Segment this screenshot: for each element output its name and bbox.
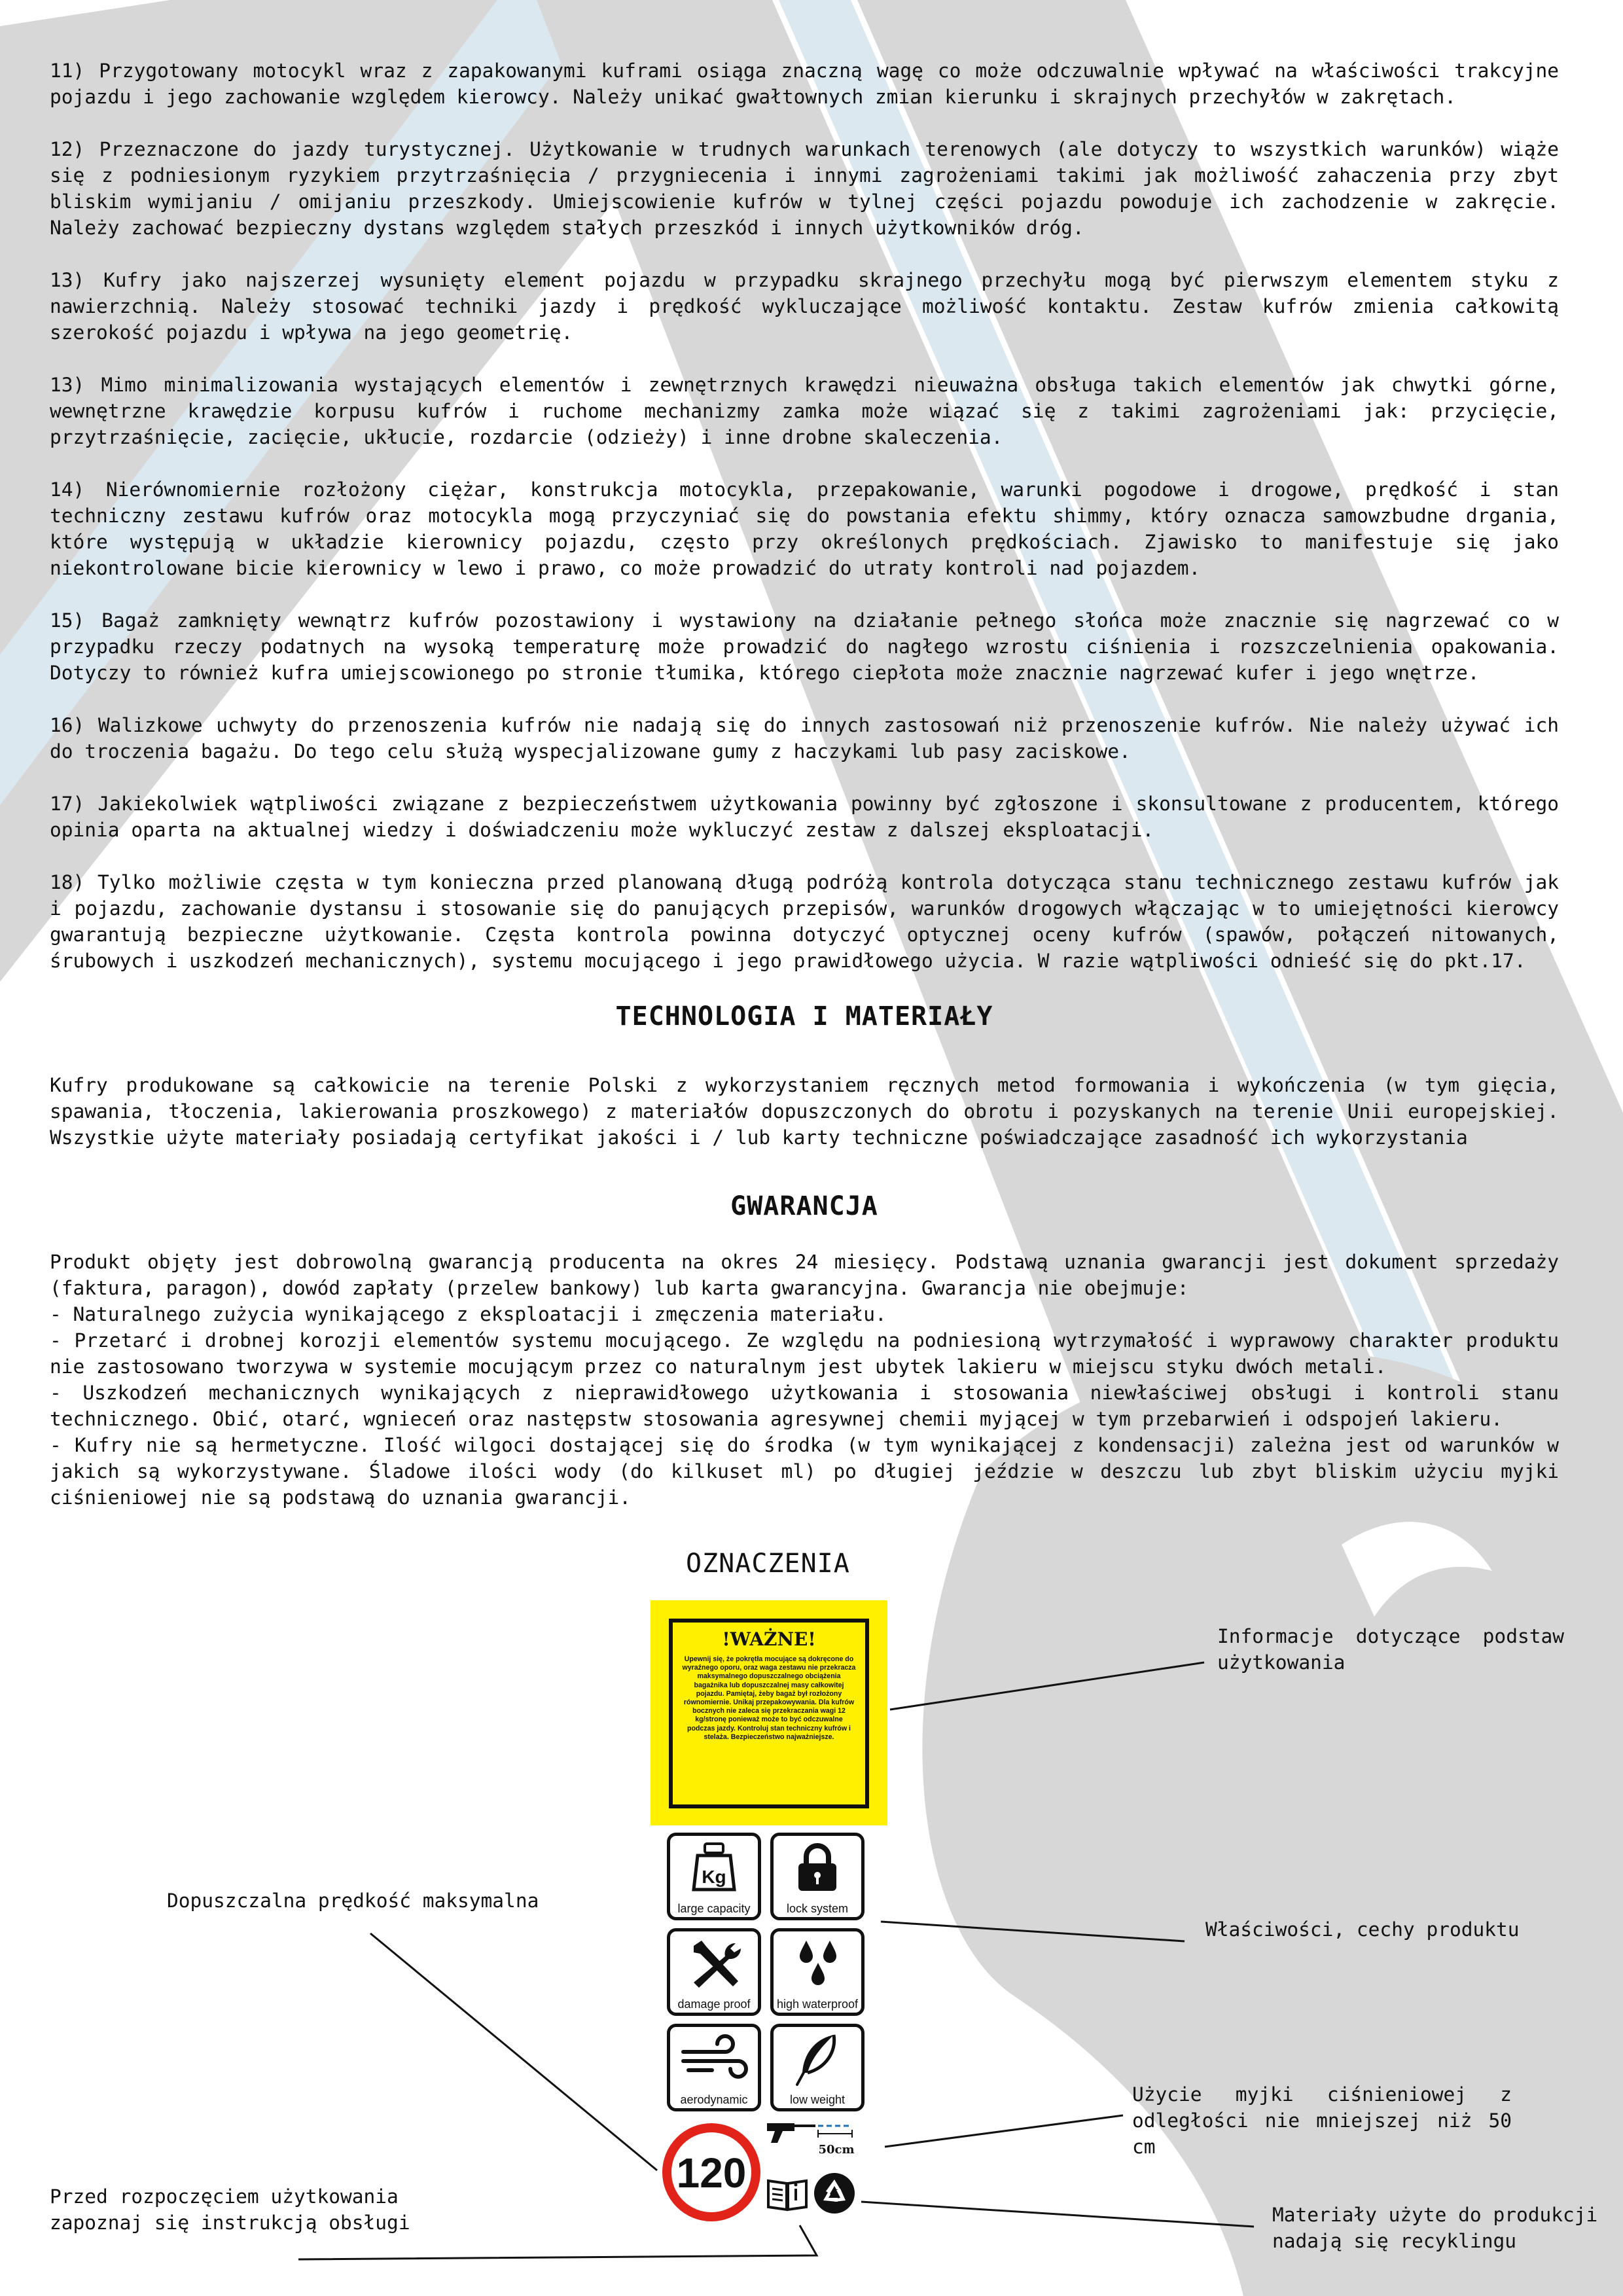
label-washer: Użycie myjki ciśnieniowej z odległości nie mniejszej niż 50 cm	[1132, 2083, 1512, 2158]
warranty-item: - Uszkodzeń mechanicznych wynikających z nieprawidłowego użytkowania i stosowania niewłaściwej obsługi i kontroli stanu technicznego. Obić, otarć, wgnieceń oraz następstw stosowania agresywnej chemii myjącej w tym przebarwień i odspojeń lakieru.	[50, 1382, 1559, 1430]
recycle-icon	[813, 2172, 856, 2215]
paragraph: 18) Tylko możliwie częsta w tym konieczna przed planowaną długą podróżą kontrola dotycząca stanu technicznego zestawu kufrów jak i pojazdu, zachowanie dystansu i stosowanie się do panujących przepisów, warunków drogowych włączając w to umiejętności kierowcy gwarantują bezpieczne użytkowanie. Częsta kontrola powinna dotyczyć optycznej oceny kufrów (spawów, połączeń nitowanych, śrubowych i uszkodzeń mechanicznych), systemu mocującego i jego prawidłowego użycia. W razie wątpliwości odnieść się do pkt.17.	[50, 871, 1559, 972]
important-sign-frame	[669, 1619, 869, 1808]
pressure-washer-icon	[763, 2117, 861, 2162]
water-drops-icon	[774, 1934, 861, 1993]
paragraph: 13) Kufry jako najszerzej wysunięty element pojazdu w przypadku skrajnego przechyłu mogą być pierwszym elementem styku z nawierzchnią. Należy stosować techniki jazdy i prędkość wykluczające możliwość kontaktu. Zestaw kufrów zmienia całkowitą szerokość pojazdu i wpływa na jego geometrię.	[50, 269, 1559, 344]
icon-caption: high waterproof	[776, 1998, 859, 2011]
icon-caption: aerodynamic	[680, 2093, 748, 2106]
lock-icon	[774, 1839, 861, 1897]
weight-kg-glyph: Kg	[702, 1867, 726, 1887]
warranty-item: - Naturalnego zużycia wynikającego z eksploatacji i zmęczenia materiału.	[50, 1303, 887, 1325]
washer-distance-label: 50cm	[818, 2143, 855, 2157]
speed-limit-sign	[662, 2123, 760, 2221]
label-features: Właściwości, cechy produktu	[1205, 1918, 1520, 1941]
label-recycle: Materiały użyte do produkcji nadają się recyklingu	[1272, 2204, 1598, 2252]
important-sign-title: !WAŻNE!	[722, 1628, 816, 1650]
label-manual: Przed rozpoczęciem użytkowania zapoznaj się instrukcją obsługi	[50, 2185, 410, 2234]
warranty-intro: Produkt objęty jest dobrowolną gwarancją producenta na okres 24 miesięcy. Podstawą uznania gwarancji jest dokument sprzedaży (faktura, paragon), dowód zapłaty (przelew bankowy) lub karta gwarancyjna. Gwarancja nie obejmuje:	[50, 1251, 1559, 1299]
paragraph: 17) Jakiekolwiek wątpliwości związane z bezpieczeństwem użytkowania powinny być zgłoszone i skonsultowane z producentem, którego opinia oparta na aktualnej wiedzy i doświadczeniu może wykluczyć zestaw z dalszej eksploatacji.	[50, 793, 1559, 841]
warranty-section	[50, 1249, 1559, 1511]
paragraph: 16) Walizkowe uchwyty do przenoszenia kufrów nie nadają się do innych zastosowań niż przenoszenie kufrów. Nie należy używać ich do troczenia bagażu. Do tego celu służą wyspecjalizowane gumy z haczykami lub pasy zaciskowe.	[50, 714, 1559, 762]
safety-paragraphs	[50, 58, 1559, 974]
main-content	[50, 58, 1559, 1511]
paragraph: 11) Przygotowany motocykl wraz z zapakowanymi kuframi osiąga znaczną wagę co może odczuwalnie wpływać na właściwości trakcyjne pojazdu i jego zachowanie względem kierowcy. Należy unikać gwałtownych zmian kierunku i skrajnych przechyłów w zakrętach.	[50, 60, 1559, 108]
paragraph: 15) Bagaż zamknięty wewnątrz kufrów pozostawiony i wystawiony na działanie pełnego słońca może znacznie się nagrzewać co w przypadku rzeczy podatnych na wysoką temperaturę może prowadzić do nagłego wzrostu ciśnienia i rozszczelnienia opakowania. Dotyczy to również kufra umiejscowionego po stronie tłumika, którego ciepłota może znacznie nagrzewać kufer i jego wnętrze.	[50, 609, 1559, 684]
icon-tile-high-waterproof	[770, 1928, 865, 2016]
tools-icon	[670, 1934, 758, 1993]
label-info: Informacje dotyczące podstaw użytkowania	[1217, 1625, 1564, 1674]
markings-title: OZNACZENIA	[686, 1549, 850, 1579]
paragraph: 13) Mimo minimalizowania wystających elementów i zewnętrznych krawędzi nieuważna obsługa takich elementów jak chwytki górne, wewnętrzne krawędzie korpusu kufrów i ruchome mechanizmy zamka może wiązać się z takimi zagrożeniami jak: przycięcie, przytrzaśnięcie, zacięcie, ukłucie, rozdarcie (odzieży) i inne drobne skaleczenia.	[50, 374, 1559, 448]
warranty-title: GWARANCJA	[730, 1191, 878, 1221]
paragraph: 14) Nierównomiernie rozłożony ciężar, konstrukcja motocykla, przepakowanie, warunki pogodowe i drogowe, prędkość i stan techniczny zestawu kufrów oraz motocykla mogą przyczyniać się do powstania efektu shimmy, który oznacza samowzbudne drgania, które występują w układzie kierownicy pojazdu, często przy określonych prędkościach. Zjawisko to manifestuje się jako niekontrolowane bicie kierownicy w lewo i prawo, co może prowadzić do utraty kontroli nad pojazdem.	[50, 478, 1559, 579]
technology-text: Kufry produkowane są całkowicie na terenie Polski z wykorzystaniem ręcznych metod formowania i wykończenia (w tym gięcia, spawania, tłoczenia, lakierowania proszkowego) z materiałów dopuszczonych do obrotu i pozyskanych na terenie Unii europejskiej. Wszystkie użyte materiały posiadają certyfikat jakości i / lub karty techniczne poświadczające zasadność ich wykorzystania	[50, 1074, 1559, 1149]
feather-icon	[774, 2030, 861, 2089]
icon-tile-large-capacity	[667, 1833, 761, 1920]
label-speed: Dopuszczalna prędkość maksymalna	[167, 1890, 539, 1912]
weight-kg-icon	[670, 1839, 758, 1897]
icon-tile-low-weight	[770, 2024, 865, 2111]
warranty-item: - Przetarć i drobnej korozji elementów systemu mocującego. Ze względu na podniesioną wytrzymałość i wyprawowy charakter produktu nie zastosowano tworzywa w systemie mocującym przez co naturalnym jest ubytek lakieru w miejscu styku dwóch metali.	[50, 1329, 1559, 1378]
icon-caption: lock system	[786, 1902, 849, 1915]
wind-icon	[670, 2030, 758, 2089]
important-sign	[651, 1600, 887, 1825]
speed-limit-value: 120	[676, 2149, 747, 2197]
icon-caption: low weight	[789, 2093, 846, 2106]
icon-tile-aerodynamic	[667, 2024, 761, 2111]
warranty-item: - Kufry nie są hermetyczne. Ilość wilgoci dostającej się do środka (w tym wynikającej z kondensacji) zależna jest od warunków w jakich są wykorzystywane. Śladowe ilości wody (do kilkuset ml) po długiej jeździe w deszczu lub zbyt bliskim użyciu myjki ciśnieniowej nie są podstawą do uznania gwarancji.	[50, 1434, 1559, 1509]
icon-caption: damage proof	[677, 1998, 751, 2011]
icon-tile-lock-system	[770, 1833, 865, 1920]
icon-tile-damage-proof	[667, 1928, 761, 2016]
icon-caption: large capacity	[677, 1902, 751, 1915]
important-sign-text: Upewnij się, że pokrętła mocujące są dokręcone do wyraźnego oporu, oraz waga zestawu nie przekracza maksymalnego dopuszczalnego obciążenia bagażnika lub dopuszczalnej masy całkowitej pojazdu. Pamiętaj, żeby bagaż był rozłożony równomiernie. Unikaj przepakowywania. Dla kufrów bocznych nie zaleca się przekraczania wagi 12 kg/stronę ponieważ może to być odczuwalne podczas jazdy. Kontroluj stan techniczny kufrów i stelaża. Bezpieczeństwo najważniejsze.	[682, 1655, 856, 1741]
manual-book-icon	[764, 2174, 810, 2214]
technology-title: TECHNOLOGIA I MATERIAŁY	[615, 1001, 993, 1031]
paragraph: 12) Przeznaczone do jazdy turystycznej. Użytkowanie w trudnych warunkach terenowych (ale dotyczy to wszystkich warunków) wiąże się z podniesionym ryzykiem przytrzaśnięcia / przygniecenia i innymi zagrożeniami takimi jak możliwość zahaczenia przy zbyt bliskim wymijaniu / omijaniu przeszkody. Umiejscowienie kufrów w tylnej części pojazdu powoduje ich zachodzenie w zakręcie. Należy zachować bezpieczny dystans względem stałych przeszkód i innych użytkowników dróg.	[50, 138, 1559, 239]
